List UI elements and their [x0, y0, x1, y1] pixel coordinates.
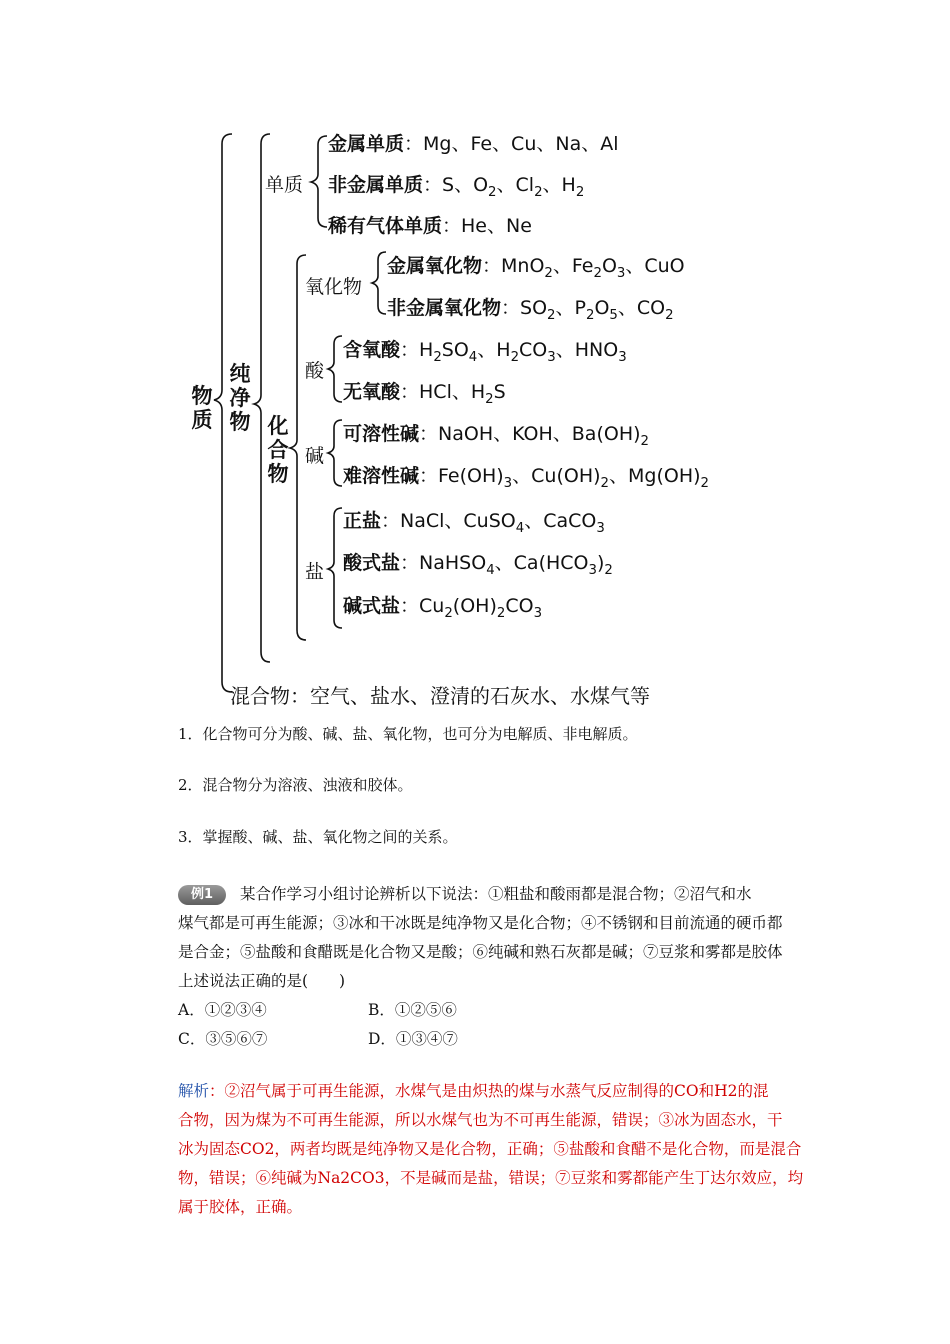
example-line-3: 是合金；⑤盐酸和食醋既是化合物又是酸；⑥纯碱和熟石灰都是碱；⑦豆浆和雾都是胶体	[178, 943, 783, 961]
example-line-1: 某合作学习小组讨论辨析以下说法：①粗盐和酸雨都是混合物；②沼气和水	[240, 885, 752, 903]
mixture-row: 混合物：空气、盐水、澄清的石灰水、水煤气等	[230, 684, 650, 708]
salt-bracket	[328, 508, 342, 628]
option-b: B．①②⑤⑥	[368, 1001, 457, 1019]
pure-bracket	[254, 134, 270, 662]
point-3: 3．掌握酸、碱、盐、氧化物之间的关系。	[178, 828, 458, 846]
acid-label: 酸	[305, 360, 325, 382]
acid-bracket	[328, 336, 342, 402]
root-label: 物质	[191, 384, 213, 432]
elemental-bracket	[311, 136, 327, 227]
answer-line-1: 解析：②沼气属于可再生能源，水煤气是由炽热的煤与水蒸气反应制得的CO和H2的混	[178, 1082, 769, 1100]
pure-substance-label: 纯净物	[229, 362, 251, 434]
option-c: C．③⑤⑥⑦	[178, 1030, 268, 1048]
salt-label: 盐	[305, 561, 325, 583]
soluble-base-row: 可溶性碱：NaOH、KOH、$Ba(OH)_2$	[343, 423, 649, 449]
elemental-label: 单质	[265, 174, 304, 196]
answer-line-4: 物，错误；⑥纯碱为Na2CO3，不是碱而是盐，错误；⑦豆浆和雾都能产生丁达尔效应，均	[178, 1169, 804, 1187]
hydracid-row: 无氧酸：HCl、$H_2S$	[343, 381, 506, 407]
compound-bracket	[290, 255, 306, 640]
answer-tag: 解析	[178, 1082, 210, 1100]
compound-label: 化合物	[267, 414, 289, 486]
example-question: 上述说法正确的是( )	[178, 972, 346, 990]
normal-salt-row: 正盐：NaCl、CuSO$_4$、CaCO$_3$	[343, 510, 605, 536]
example-line-2: 煤气都是可再生能源；③冰和干冰既是纯净物又是化合物；④不锈钢和目前流通的硬币都	[178, 914, 783, 932]
acid-salt-row: 酸式盐：NaHSO$_4$、$Ca(HCO_3)_2$	[343, 552, 613, 578]
option-d: D．①③④⑦	[368, 1030, 458, 1048]
option-a: A．①②③④	[178, 1001, 267, 1019]
oxide-bracket	[372, 252, 386, 314]
basic-salt-row: 碱式盐：$Cu_2(OH)_2CO_3$	[343, 595, 543, 621]
oxide-label: 氧化物	[305, 276, 363, 298]
oxyacid-row: 含氧酸：$H_2SO_4$、$H_2CO_3$、$HNO_3$	[343, 339, 627, 365]
nonmetal-oxide-row: 非金属氧化物：$SO_2$、$P_2O_5$、$CO_2$	[387, 297, 674, 323]
example-badge: 例1	[178, 883, 226, 905]
point-2: 2．混合物分为溶液、浊液和胶体。	[178, 776, 413, 794]
insoluble-base-row: 难溶性碱：$Fe(OH)_3$、$Cu(OH)_2$、$Mg(OH)_2$	[343, 465, 709, 491]
answer-line-5: 属于胶体，正确。	[178, 1198, 303, 1216]
base-label: 碱	[305, 445, 325, 467]
metal-oxide-row: 金属氧化物：MnO$_2$、$Fe_2O_3$、CuO	[387, 255, 685, 281]
nonmetal-element-row: 非金属单质：S、$O_2$、$Cl_2$、$H_2$	[328, 174, 585, 200]
answer-line-3: 冰为固态CO2，两者均既是纯净物又是化合物，正确；⑤盐酸和食醋不是化合物，而是混合	[178, 1140, 802, 1158]
metal-element-row: 金属单质：Mg、Fe、Cu、Na、Al	[328, 133, 619, 155]
noble-gas-row: 稀有气体单质：He、Ne	[328, 215, 532, 237]
base-bracket	[328, 420, 342, 486]
point-1: 1．化合物可分为酸、碱、盐、氧化物，也可分为电解质、非电解质。	[178, 725, 638, 743]
answer-line-2: 合物，因为煤为不可再生能源，所以水煤气也为不可再生能源，错误；③冰为固态水，干	[178, 1111, 783, 1129]
